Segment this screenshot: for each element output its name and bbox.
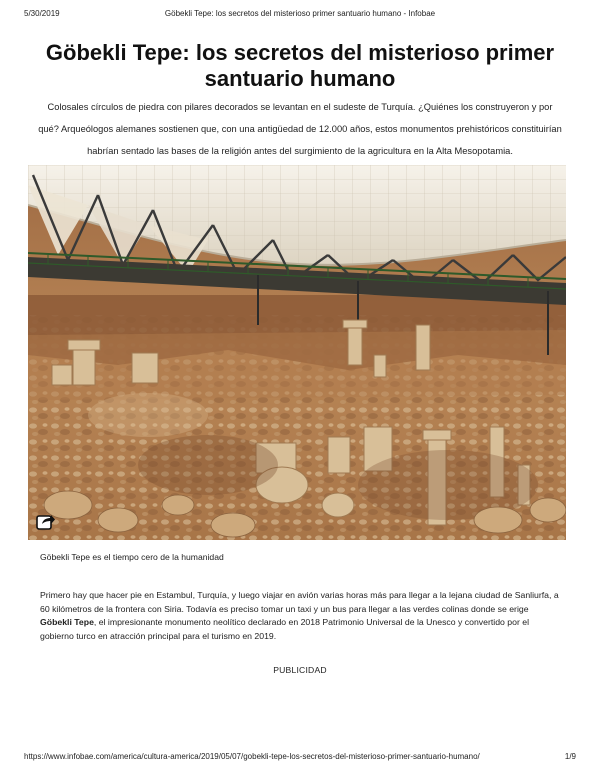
paragraph-text-end: , el impresionante monumento neolítico declarado en 2018 Patrimonio Universal de la Unesco y convertido por el gobierno turco en atracción principal para el turismo en 2019.: [40, 617, 530, 641]
image-caption: Göbekli Tepe es el tiempo cero de la humanidad: [40, 552, 224, 562]
print-footer: [24, 752, 576, 761]
paragraph-text-start: Primero hay que hacer pie en Estambul, Turquía, y luego viajar en avión varias horas más para llegar a la lejana ciudad de Sanliurfa, a 60 kilómetros de la frontera con Siria. Todavía es preciso tomar un taxi y un bus para llegar a las verdes colinas donde se erige: [40, 590, 559, 614]
article-paragraph: [40, 589, 560, 643]
print-page-number: 1/9: [564, 752, 576, 761]
paragraph-bold-term: Göbekli Tepe: [40, 617, 94, 627]
article-hero-image: [28, 165, 566, 540]
share-icon: [36, 512, 56, 530]
print-header: [24, 9, 576, 18]
print-date: 5/30/2019: [24, 9, 60, 18]
advertising-label: PUBLICIDAD: [273, 665, 327, 675]
article-title: Göbekli Tepe: los secretos del misterioso primer santuario humano: [45, 40, 555, 91]
print-url: https://www.infobae.com/america/cultura-america/2019/05/07/gobekli-tepe-los-secretos-del-misterioso-primer-santuario-humano/: [24, 752, 480, 761]
print-page-title: Göbekli Tepe: los secretos del misterioso primer santuario humano - Infobae: [164, 9, 436, 18]
article-dek: Colosales círculos de piedra con pilares decorados se levantan en el sudeste de Turquía. ¿Quiénes los construyeron y por qué? Arqueólogos alemanes sostienen que, con una antigüedad de 12.000 años, estos monumentos prehistóricos constituirían habrían sentado las bases de la religión antes del surgimiento de la agricultura en la Alta Mesopotamia.: [38, 102, 562, 156]
share-button[interactable]: [36, 512, 56, 530]
